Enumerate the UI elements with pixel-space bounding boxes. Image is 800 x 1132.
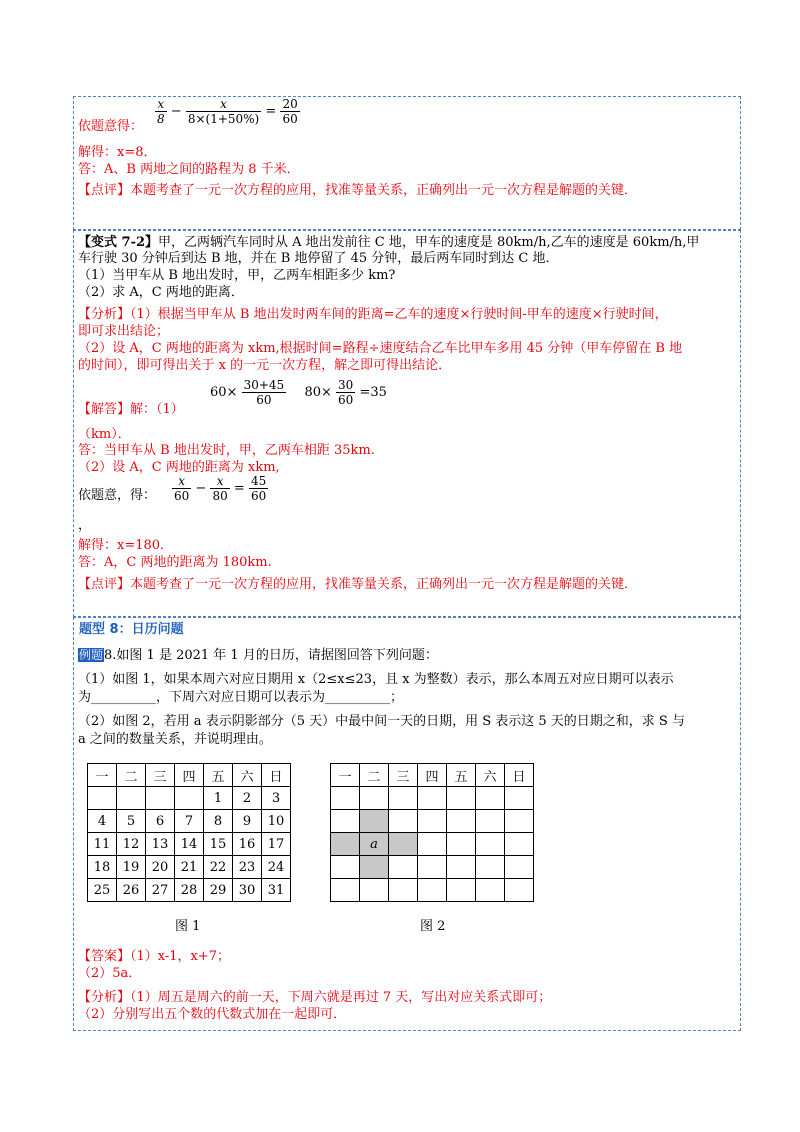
date-cell: 1: [204, 787, 233, 810]
calendar-week-row: [88, 856, 291, 879]
analysis-2-line-1: （2）设 A，C 两地的距离为 xkm,根据时间=路程÷速度结合乙车比甲车多用 45 分钟（甲车停留在 B 地: [78, 341, 683, 356]
analysis-1-line-2: 即可求出结论；: [78, 324, 170, 339]
date-cell: 19: [117, 856, 146, 879]
answer-line-2: （2）5a．: [78, 966, 142, 981]
calendar-week-row: [88, 879, 291, 902]
date-cell: 29: [204, 879, 233, 902]
calendar-header-row: [88, 764, 291, 787]
solution-equation-1: 60× $\frac{30+45}{60}$ 80× $\frac{30}{60}$ =35: [210, 378, 387, 407]
date-cell: 27: [146, 879, 175, 902]
date-cell: 21: [175, 856, 204, 879]
shaded-cell: [360, 856, 389, 879]
question-2-line-2: a 之间的数量关系，并说明理由。: [78, 732, 272, 747]
shaded-cell: [389, 833, 418, 856]
weekday-cell: 日: [505, 764, 534, 787]
weekday-cell: 五: [447, 764, 476, 787]
date-cell: 4: [88, 810, 117, 833]
comma-line: ，: [78, 518, 92, 533]
variant-question-2: （2）求 A，C 两地的距离．: [78, 285, 244, 300]
date-cell: 7: [175, 810, 204, 833]
variant-question-1: （1）当甲车从 B 地出发时，甲，乙两车相距多少 km?: [78, 268, 396, 283]
calendar-week-row: [88, 787, 291, 810]
date-cell: 20: [146, 856, 175, 879]
calendar-figure-2: [330, 763, 534, 902]
shaded-cell: [360, 810, 389, 833]
solve-line: 解得：x=8．: [78, 145, 157, 160]
solve-2-line: 解得：x=180．: [78, 538, 174, 553]
date-cell: 16: [233, 833, 262, 856]
answer-line: 答：A、B 两地之间的路程为 8 千米．: [78, 162, 300, 177]
analysis-1-line-1: 【分析】（1）根据当甲车从 B 地出发时两车间的距离=乙车的速度×行驶时间-甲车的速度×行驶时间，: [78, 307, 668, 322]
date-cell: 15: [204, 833, 233, 856]
equation-2: $\frac{x}{60}$ − $\frac{x}{80}$ = $\frac{45}{60}$: [174, 474, 267, 503]
weekday-cell: 二: [360, 764, 389, 787]
date-cell: 14: [175, 833, 204, 856]
date-cell: 23: [233, 856, 262, 879]
figure-2-caption: 图 2: [420, 919, 446, 934]
answer-line-1: 【答案】（1）x-1，x+7；: [78, 949, 231, 964]
date-cell: 3: [262, 787, 291, 810]
calendar-header-row: [331, 764, 534, 787]
comment-line: 【点评】本题考查了一元一次方程的应用，找准等量关系，正确列出一元一次方程是解题的关键．: [78, 183, 638, 198]
figure-1-caption: 图 1: [175, 919, 201, 934]
question-1-line-2: 为__________，下周六对应日期可以表示为__________；: [78, 690, 404, 705]
weekday-cell: 二: [117, 764, 146, 787]
date-cell: 10: [262, 810, 291, 833]
date-cell: 17: [262, 833, 291, 856]
date-cell: 22: [204, 856, 233, 879]
date-cell: 31: [262, 879, 291, 902]
date-cell: 9: [233, 810, 262, 833]
question-1-line-1: （1）如图 1，如果本周六对应日期用 x（2≤x≤23，且 x 为整数）表示，那么本周五对应日期可以表示: [78, 672, 674, 687]
calendar-week-row: [88, 810, 291, 833]
date-cell: [175, 787, 204, 810]
date-cell: 12: [117, 833, 146, 856]
part-2-line: （2）设 A，C 两地的距离为 xkm,: [78, 460, 280, 475]
date-cell: 24: [262, 856, 291, 879]
weekday-cell: 六: [233, 764, 262, 787]
shaded-cell: [331, 833, 360, 856]
date-cell: [146, 787, 175, 810]
analysis-line-2: （2）分别写出五个数的代数式加在一起即可．: [78, 1007, 347, 1022]
variant-question-line-1: 【变式 7-2】甲，乙两辆汽车同时从 A 地出发前往 C 地，甲车的速度是 80km/h,乙车的速度是 60km/h,甲: [78, 235, 700, 250]
date-cell: [117, 787, 146, 810]
weekday-cell: 四: [175, 764, 204, 787]
equation-1: $\frac{x}{8}$ − $\frac{x}{8\times(1+50\%)}$ = $\frac{20}{60}$: [157, 97, 298, 126]
date-cell: 18: [88, 856, 117, 879]
unit-line: （km）．: [78, 427, 131, 442]
shaded-cell-center: [360, 833, 389, 856]
date-cell: 13: [146, 833, 175, 856]
date-cell: 11: [88, 833, 117, 856]
calendar-figure-1: [87, 763, 291, 902]
weekday-cell: 四: [418, 764, 447, 787]
comment-2-line: 【点评】本题考查了一元一次方程的应用，找准等量关系，正确列出一元一次方程是解题的关键．: [78, 577, 638, 592]
date-cell: 26: [117, 879, 146, 902]
section-heading: 题型 8：日历问题: [79, 622, 184, 637]
date-cell: 8: [204, 810, 233, 833]
example-tag: 例题: [79, 648, 104, 662]
date-cell: 2: [233, 787, 262, 810]
date-cell: [88, 787, 117, 810]
variant-question-line-2: 车行驶 30 分钟后到达 B 地，并在 B 地停留了 45 分钟，最后两车同时到达 C 地．: [78, 251, 559, 266]
answer-1-line: 答：当甲车从 B 地出发时，甲，乙两车相距 35km.: [78, 443, 375, 458]
answer-2-line: 答：A，C 两地的距离为 180km.: [78, 555, 272, 570]
weekday-cell: 一: [88, 764, 117, 787]
weekday-cell: 三: [146, 764, 175, 787]
center-label-a: a: [370, 836, 378, 852]
question-2-line-1: （2）如图 2，若用 a 表示阴影部分（5 天）中最中间一天的日期，用 S 表示这 5 天的日期之和，求 S 与: [78, 714, 685, 729]
equation-label: 依题意得：: [78, 119, 144, 134]
weekday-cell: 五: [204, 764, 233, 787]
analysis-line-1: 【分析】（1）周五是周六的前一天，下周六就是再过 7 天，写出对应关系式即可；: [78, 990, 552, 1005]
calendar-week-row: [88, 833, 291, 856]
date-cell: 5: [117, 810, 146, 833]
date-cell: 6: [146, 810, 175, 833]
date-cell: 30: [233, 879, 262, 902]
weekday-cell: 日: [262, 764, 291, 787]
solution-label: 【解答】解：（1）: [78, 402, 184, 417]
example-question-line: 例题8.如图 1 是 2021 年 1 月的日历，请据图回答下列问题：: [79, 648, 438, 663]
date-cell: 28: [175, 879, 204, 902]
weekday-cell: 三: [389, 764, 418, 787]
equation-2-label: 依题意，得：: [78, 488, 157, 503]
analysis-2-line-2: 的时间），即可得出关于 x 的一元一次方程，解之即可得出结论．: [78, 358, 452, 373]
weekday-cell: 一: [331, 764, 360, 787]
weekday-cell: 六: [476, 764, 505, 787]
date-cell: 25: [88, 879, 117, 902]
